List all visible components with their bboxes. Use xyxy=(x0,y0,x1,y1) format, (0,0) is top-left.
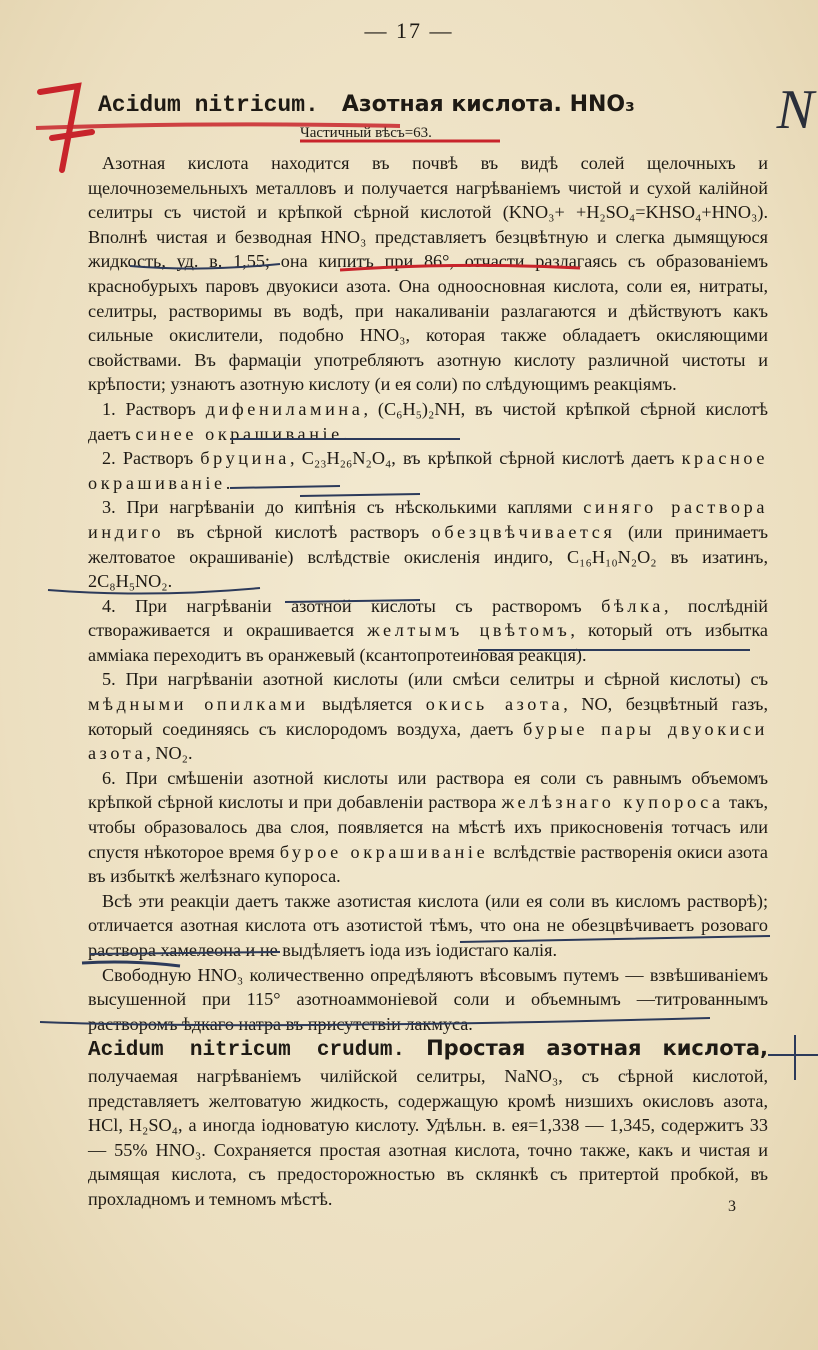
reaction-2-reagent: бруцина xyxy=(200,448,290,469)
blue-underline-1 xyxy=(130,264,280,269)
reaction-4-text-b: , послѣдній створаживается и окрашивается xyxy=(88,595,769,641)
reaction-5-product: окись азота xyxy=(425,694,564,715)
reaction-4-text: 4. При нагрѣваніи азотной кислоты съ растворомъ xyxy=(102,595,602,616)
reaction-2-result: красное окрашиваніе xyxy=(88,448,768,493)
blue-underline-10 xyxy=(40,1018,710,1025)
reaction-1-reagent: дифениламина xyxy=(205,398,364,419)
reaction-1-result: синее окрашиваніе xyxy=(135,423,343,444)
reaction-4-end: , который отъ избытка аммiака переходитъ въ оранжевый (ксантопротеиновая реакція). xyxy=(88,620,769,665)
red-heading-underline xyxy=(36,124,400,128)
molecular-weight: Частичный вѣсъ=63. xyxy=(300,125,432,141)
crude-heading-latin: Acidum nitricum crudum. xyxy=(88,1039,406,1063)
crude-heading-russian: Простая азотная кислота, xyxy=(426,1036,768,1061)
nitrous-acid-paragraph: Всѣ эти реакціи даетъ также азотистая кислота (или ея соли въ кисломъ растворѣ); отличается азотная кислота отъ азотистой тѣмъ, что она не обезцвѣчиваетъ розоваго раствора хамелеона и не выдѣляетъ іода изъ іодистаго калія. xyxy=(88,890,768,960)
reaction-3-reagent: синяго раствора индиго xyxy=(88,497,768,542)
heading-russian: Азотная кислота. HNO₃ xyxy=(341,92,635,117)
reaction-4-result: желтымъ цвѣтомъ xyxy=(367,620,571,641)
crude-body: получаемая нагрѣваніемъ чилійской селитры, NaNO₃, съ сѣрной кислотой, представляетъ желтоватую жидкость, содержащую кромѣ низшихъ окисловъ азота, HCl, H₂SO₄, а иногда іодноватую кислоту. Удѣльн. в. ея=1,338 — 1,345, содержитъ 33 — 55% HNO₃. Сохраняется простая азотная кислота, точно также, какъ и чистая и дымящая кислота, съ предосторожностью въ склянкѣ съ притертой пробкой, въ прохладномъ и темномъ мѣстѣ. xyxy=(88,1065,768,1209)
blue-underline-5 xyxy=(48,588,260,594)
heading-latin: Acidum nitricum. xyxy=(98,92,319,118)
margin-pencil-mark: N xyxy=(776,79,814,141)
reaction-6-text: 6. При смѣшеніи азотной кислоты или раствора ея соли съ равнымъ объемомъ крѣпкой сѣрной кислоты и при добавленіи раствора xyxy=(88,767,768,813)
reaction-1-text: 1. Растворъ xyxy=(102,398,206,419)
reaction-1-text-b: , (C₆H₅)₂NH, въ чистой крѣпкой сѣрной кислотѣ даетъ xyxy=(88,398,768,444)
reaction-5-reagent: мѣдными опилками xyxy=(88,694,309,715)
reaction-2-text-b: , C₂₃H₂₆N₂O₄, въ крѣпкой сѣрной кислотѣ даетъ xyxy=(289,448,682,469)
blue-strike-6 xyxy=(285,600,420,602)
page-number: — 17 — xyxy=(364,18,454,43)
blue-underline-9 xyxy=(82,962,180,966)
reaction-5-text-c: , NO, безцвѣтный газъ, который соединяясь съ кислородомъ воздуха, даетъ xyxy=(88,694,768,739)
reaction-6-reagent: желѣзнаго купороса xyxy=(501,792,724,813)
intro-paragraph: Азотная кислота находится въ почвѣ въ видѣ солей щелочныхъ и щелочноземельныхъ металловъ и получается нагрѣваніемъ чистой и сухой калійной селитры съ чистой и крѣпкой сѣрной кислотой (KNO₃+ +H₂SO₄=KHSO₄+HNO₃). Вполнѣ чистая и безводная HNO₃ представляетъ безцвѣтную и слегка дымящуюся жидкость, уд. в. 1,55; она кипитъ при 86°, отчасти разлагаясь съ образованіемъ краснобурыхъ паровъ двуокиси азота. Она одноосновная кислота, соли ея, нитраты, селитры, растворимы въ водѣ, при накаливаніи разлагаются и дѣйствуютъ какъ сильные окислители, подобно HNO₃, которая также обладаетъ окисляющими свойствами. Въ фармаціи употребляютъ азотную кислоту различной чистоты и крѣпости; узнаютъ азотную кислоту (и ея соли) по слѣдующимъ реакціямъ. xyxy=(88,153,768,395)
reaction-5-text: 5. При нагрѣваніи азотной кислоты (или смѣси селитры и сѣрной кислоты) съ xyxy=(102,669,768,690)
quantitative-paragraph: Свободную HNO₃ количественно опредѣляютъ вѣсовымъ путемъ — взвѣшиваніемъ высушенной при 115° азотноаммоніевой соли и объемнымъ —титрованнымъ растворомъ ѣдкаго натра въ присутствіи лакмуса. xyxy=(88,964,768,1034)
reaction-6-text-b: такъ, чтобы образовалось два слоя, появляется на мѣстѣ ихъ прикосновенія тотчасъ или спустя нѣкоторое время xyxy=(88,792,769,862)
reaction-5-end: , NO₂. xyxy=(146,743,193,764)
reaction-3-text: 3. При нагрѣваніи до кипѣнія съ нѣсколькими каплями xyxy=(102,497,584,518)
blue-margin-cross xyxy=(768,1035,818,1080)
reaction-1-end: . xyxy=(342,423,348,444)
printer-signature: 3 xyxy=(728,1198,736,1215)
reaction-6-end: вслѣдствіе растворенія окиси азота въ избыткѣ желѣзнаго купороса. xyxy=(88,841,768,887)
reaction-5-result: бурые пары двуокиси азота xyxy=(88,718,768,764)
reaction-3-end: (или принимаетъ желтоватое окрашиваніе) вслѣдствіе окисленія индиго, C₁₆H₁₀N₂O₂ въ изатинъ, 2C₈H₅NO₂. xyxy=(88,521,768,592)
reaction-3-text-b: въ сѣрной кислотѣ растворъ xyxy=(164,521,432,542)
reaction-5-text-b: выдѣляется xyxy=(308,694,426,715)
reaction-4-reagent: бѣлка xyxy=(601,595,664,616)
reaction-3-result: обезцвѣчивается xyxy=(431,521,616,542)
reaction-2-text: 2. Растворъ xyxy=(102,448,201,469)
red-underline-2 xyxy=(340,265,580,270)
blue-underline-4 xyxy=(230,486,420,496)
reaction-2-end: . xyxy=(225,472,231,493)
reaction-6-result: бурое окрашиваніе xyxy=(279,841,489,862)
blue-underline-8 xyxy=(90,936,770,954)
